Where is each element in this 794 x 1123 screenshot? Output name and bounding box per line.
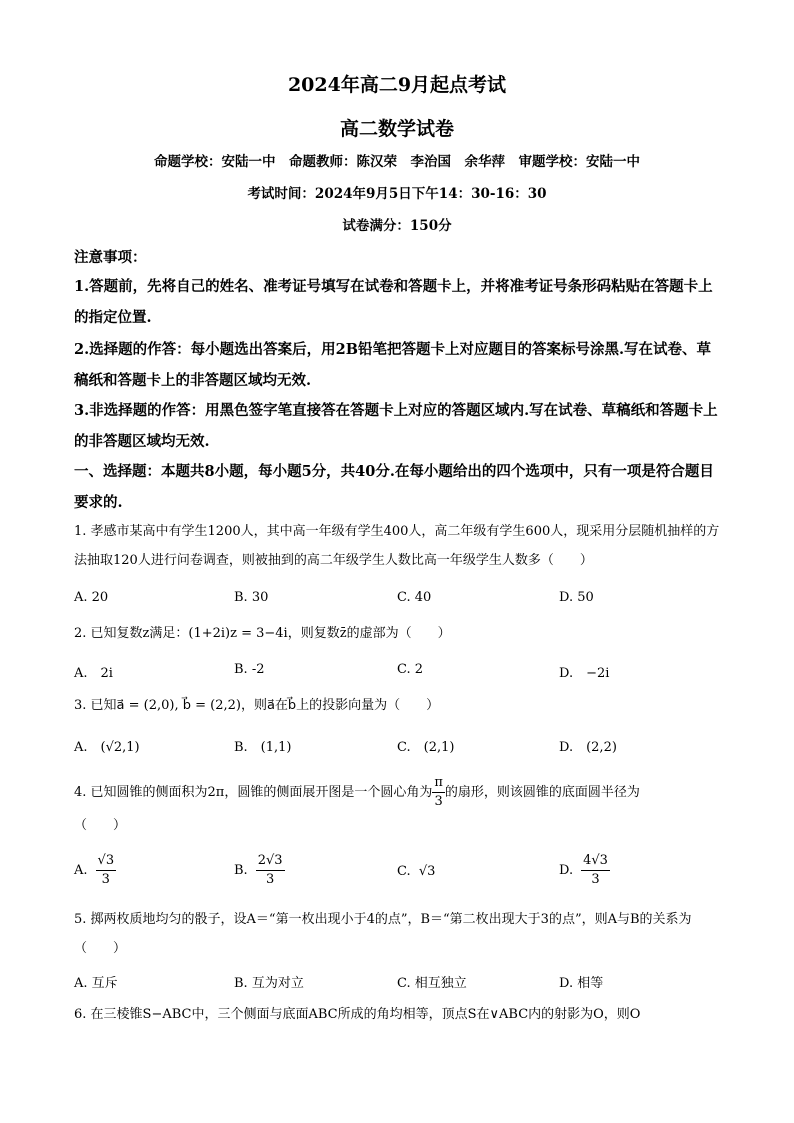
question-5-stem: 5. 掷两枚质地均匀的骰子，设A＝“第一枚出现小于4的点”，B＝“第二枚出现大于3的点”，则A与B的关系为（ ） (74, 912, 692, 956)
question-1-stem: 1. 孝感市某高中有学生1200人，其中高一年级有学生400人，高二年级有学生600人，现采用分层随机抽样的方法抽取120人进行问卷调查，则被抽到的高二年级学生人数比高一年级学生人数多（ ） (74, 524, 720, 568)
exam-time-line: 考试时间：2024年9月5日下午14：30-16：30 (247, 186, 547, 202)
option-a: A. $\frac{√3}{3}$ (74, 853, 115, 887)
question-2-options (74, 662, 724, 686)
option-d: D. (2,2) (559, 740, 617, 755)
option-b: B. $\frac{2√3}{3}$ (234, 853, 283, 887)
option-a: A. 2i (74, 666, 113, 681)
option-d: D. $\frac{4√3}{3}$ (559, 853, 608, 887)
option-b: B. 30 (234, 590, 269, 605)
stem-part-2: 的扇形，则该圆锥的底面圆半径为 (444, 785, 640, 800)
authors-line: 命题学校：安陆一中 命题教师：陈汉荣 李治国 余华萍 审题学校：安陆一中 (154, 154, 640, 170)
option-c: C. 2 (397, 662, 424, 677)
stem-part-3: （ ） (74, 818, 127, 833)
option-a: A. 互斥 (74, 976, 118, 991)
option-c: C. (2,1) (397, 740, 455, 755)
note-item-2: 2.选择题的作答：每小题选出答案后，用2B铅笔把答题卡上对应题目的答案标号涂黑.写在试卷、草稿纸和答题卡上的非答题区域均无效. (74, 341, 712, 389)
question-5-options (74, 972, 724, 996)
question-1-options (74, 590, 724, 614)
stem-fraction: $\frac{\pi}{3}$ (434, 775, 443, 809)
question-6-stem: 6. 在三棱锥S−ABC中，三个侧面与底面ABC所成的角均相等，顶点S在∨ABC内的射影为O，则O (74, 1007, 641, 1022)
option-c: C. √3 (397, 864, 436, 879)
option-b: B. 互为对立 (234, 976, 304, 991)
option-a: A. 20 (74, 590, 109, 605)
note-item-1: 1.答题前，先将自己的姓名、准考证号填写在试卷和答题卡上，并将准考证号条形码粘贴在答题卡上的指定位置. (74, 278, 713, 326)
option-b: B. -2 (234, 662, 265, 677)
question-4-stem (74, 774, 724, 840)
option-d: D. 50 (559, 590, 594, 605)
stem-part-1: 4. 已知圆锥的侧面积为2π，圆锥的侧面展开图是一个圆心角为 (74, 785, 433, 800)
option-d: D. −2i (559, 666, 610, 681)
question-3-options (74, 736, 724, 760)
option-a: A. (√2,1) (74, 740, 140, 755)
full-score-line: 试卷满分：150分 (342, 218, 452, 234)
option-c: C. 相互独立 (397, 976, 467, 991)
option-c: C. 40 (397, 590, 432, 605)
section-heading: 一、选择题：本题共8小题，每小题5分，共40分.在每小题给出的四个选项中，只有一项是符合题目要求的. (74, 463, 714, 511)
notes-heading: 注意事项： (74, 249, 147, 266)
question-2-stem: 2. 已知复数z满足：(1+2i)z = 3−4i，则复数z̄的虚部为（ ） (74, 626, 451, 641)
note-item-3: 3.非选择题的作答：用黑色签字笔直接答在答题卡上对应的答题区域内.写在试卷、草稿纸和答题卡上的非答题区域均无效. (74, 402, 718, 450)
exam-title: 2024年高二9月起点考试 (287, 74, 507, 96)
option-b: B. (1,1) (234, 740, 292, 755)
question-4-options (74, 852, 724, 896)
question-3-stem: 3. 已知a⃗ = (2,0), b⃗ = (2,2)，则a⃗在b⃗上的投影向量为（ ） (74, 698, 440, 713)
paper-title: 高二数学试卷 (339, 118, 454, 140)
option-d: D. 相等 (559, 976, 604, 991)
